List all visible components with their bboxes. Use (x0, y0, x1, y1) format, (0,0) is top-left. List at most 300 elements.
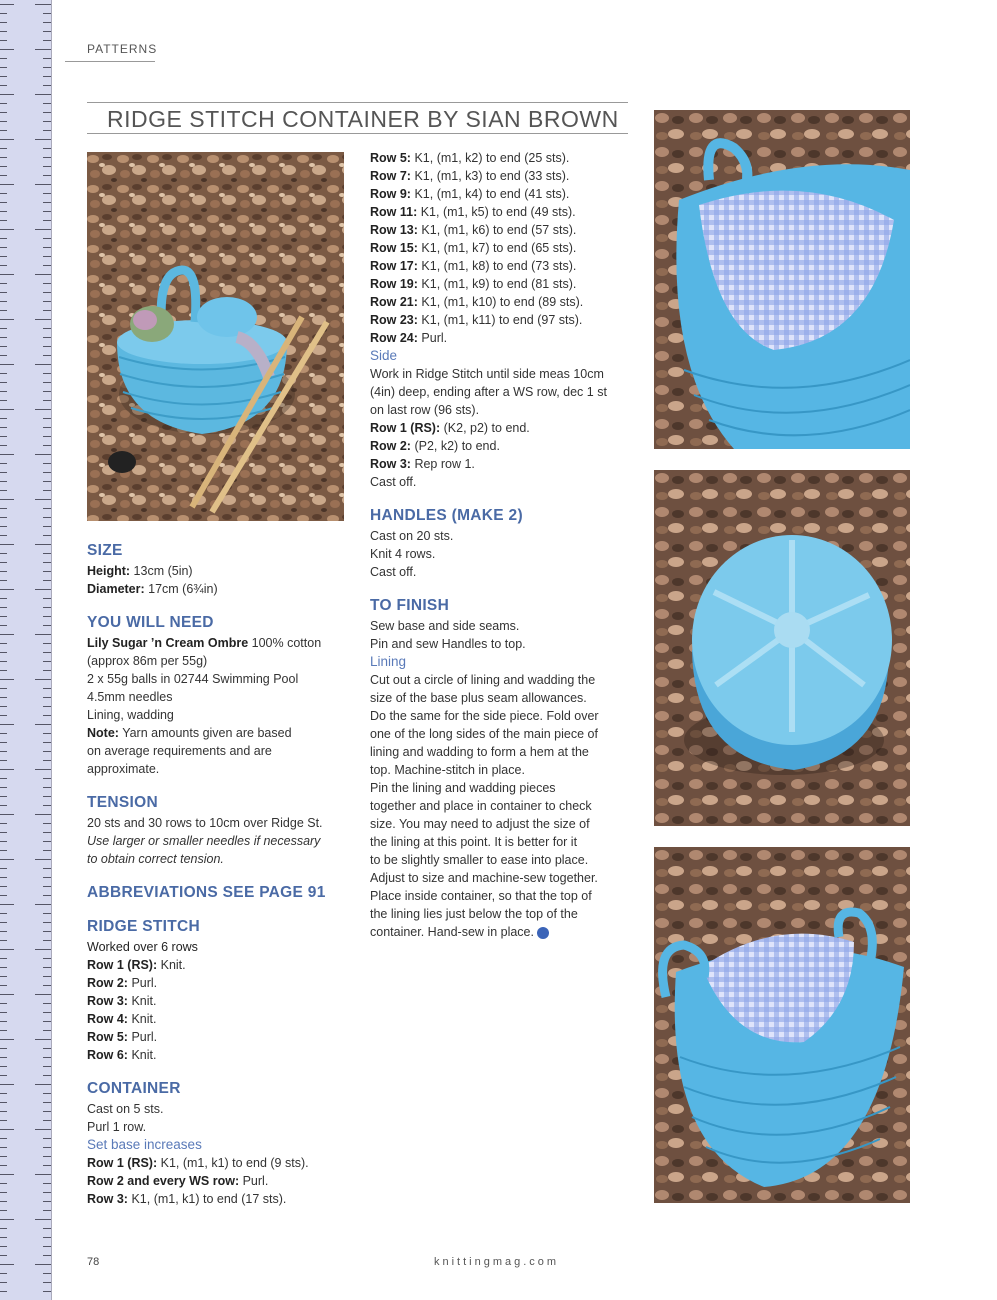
section-rule (65, 61, 155, 62)
finish-line: Sew base and side seams. (370, 619, 520, 633)
ruler-tick (35, 994, 51, 995)
ruler-tick (43, 256, 51, 257)
ruler-tick (0, 733, 7, 734)
finish-line: Adjust to size and machine-sew together. (370, 871, 598, 885)
ruler-tick (43, 301, 51, 302)
ruler-tick (0, 580, 7, 581)
ruler-tick (43, 688, 51, 689)
ruler-tick (43, 1192, 51, 1193)
ruler-tick (0, 571, 7, 572)
ruler-tick (43, 265, 51, 266)
ruler-tick (43, 616, 51, 617)
page-title: RIDGE STITCH CONTAINER BY SIAN BROWN (107, 106, 619, 132)
ruler-tick (43, 562, 51, 563)
middle-column (370, 149, 635, 941)
ruler-tick (0, 949, 14, 950)
ruler-tick (43, 193, 51, 194)
need-line: (approx 86m per 55g) (87, 654, 208, 668)
ruler-tick (0, 1237, 7, 1238)
ruler-tick (43, 1183, 51, 1184)
ruler-tick (0, 463, 7, 464)
side-line: (4in) deep, ending after a WS row, dec 1 st (370, 385, 607, 399)
ruler-tick (35, 454, 51, 455)
finish-line: together and place in container to check (370, 799, 592, 813)
ruler-tick (43, 670, 51, 671)
ruler-tick (0, 1165, 7, 1166)
ruler-tick (43, 1003, 51, 1004)
ruler-tick (43, 652, 51, 653)
ruler-tick (43, 580, 51, 581)
ruler-tick (43, 337, 51, 338)
pattern-row: Row 13: K1, (m1, k6) to end (57 sts). (370, 223, 577, 237)
ruler-tick (43, 31, 51, 32)
ruler-tick (35, 904, 51, 905)
need-line: on average requirements and are (87, 744, 272, 758)
ruler-tick (43, 517, 51, 518)
ruler-tick (0, 1003, 7, 1004)
finish-line: the lining lies just below the top of the (370, 907, 578, 921)
ruler-tick (0, 238, 7, 239)
ruler-tick (35, 319, 51, 320)
ruler-tick (0, 445, 7, 446)
ruler-tick (0, 598, 7, 599)
ruler-tick (43, 535, 51, 536)
finish-line: size. You may need to adjust the size of (370, 817, 590, 831)
ruler-tick (43, 697, 51, 698)
ruler-tick (0, 1264, 14, 1265)
ruler-tick (0, 697, 7, 698)
photo-top-view (654, 110, 910, 449)
ruler-tick (0, 283, 7, 284)
finish-line: top. Machine-stitch in place. (370, 763, 525, 777)
ruler-tick (0, 850, 7, 851)
ruler-tick (0, 1201, 7, 1202)
ruler-tick (0, 148, 7, 149)
ruler-tick (35, 589, 51, 590)
need-heading: YOU WILL NEED (87, 614, 214, 631)
ruler-tick (0, 643, 7, 644)
ruler-tick (35, 139, 51, 140)
ruler-tick (0, 868, 7, 869)
ruler-tick (43, 1057, 51, 1058)
finish-line: Do the same for the side piece. Fold over (370, 709, 599, 723)
tension-heading: TENSION (87, 794, 158, 811)
ruler-tick (43, 355, 51, 356)
pattern-row: Row 4: Knit. (87, 1012, 157, 1026)
title-bar (87, 102, 628, 134)
ruler-tick (0, 382, 7, 383)
ruler-tick (0, 751, 7, 752)
pattern-row: Row 2: (P2, k2) to end. (370, 439, 500, 453)
ruler-tick (0, 805, 7, 806)
ruler-tick (43, 1111, 51, 1112)
ruler-tick (43, 1246, 51, 1247)
ruler-tick (43, 841, 51, 842)
ruler-tick (43, 922, 51, 923)
ruler-tick (0, 904, 14, 905)
ruler-tick (0, 319, 14, 320)
handles-line: Knit 4 rows. (370, 547, 436, 561)
ruler-tick (0, 4, 14, 5)
size-diameter: Diameter: 17cm (6¾in) (87, 582, 218, 596)
pattern-row: Row 17: K1, (m1, k8) to end (73 sts). (370, 259, 577, 273)
ruler-tick (0, 1156, 7, 1157)
ruler-tick (43, 436, 51, 437)
ruler-tick (43, 40, 51, 41)
ruler-tick (43, 1282, 51, 1283)
ruler-tick (0, 40, 7, 41)
ruler-tick (43, 130, 51, 131)
ruler-tick (35, 814, 51, 815)
ruler-tick (43, 976, 51, 977)
ruler-tick (0, 1273, 7, 1274)
need-line: 4.5mm needles (87, 690, 173, 704)
ruler-tick (43, 463, 51, 464)
ruler-tick (0, 337, 7, 338)
ruler-tick (43, 598, 51, 599)
ruler-tick (43, 1021, 51, 1022)
ruler-tick (0, 517, 7, 518)
ruler-tick (35, 274, 51, 275)
ruler-tick (43, 1030, 51, 1031)
ruler-tick (0, 193, 7, 194)
photo-side-view (654, 847, 910, 1203)
finish-line: Place inside container, so that the top of (370, 889, 592, 903)
ruler-tick (43, 787, 51, 788)
ruler-tick (0, 310, 7, 311)
ruler-tick (35, 184, 51, 185)
size-heading: SIZE (87, 542, 123, 559)
ruler-tick (43, 958, 51, 959)
ruler-tick (0, 715, 7, 716)
ruler-tick (43, 760, 51, 761)
finish-line: Cut out a circle of lining and wadding the (370, 673, 596, 687)
pattern-row: Row 1 (RS): (K2, p2) to end. (370, 421, 530, 435)
container-heading: CONTAINER (87, 1080, 181, 1097)
ruler-tick (0, 1282, 7, 1283)
pattern-row: Row 1 (RS): K1, (m1, k1) to end (9 sts). (87, 1156, 309, 1170)
ruler-tick (0, 130, 7, 131)
lining-subheading: Lining (370, 654, 407, 669)
ruler-tick (43, 328, 51, 329)
ruler-tick (0, 436, 7, 437)
ruler-tick (0, 778, 7, 779)
ruler-tick (0, 526, 7, 527)
ruler-tick (0, 760, 7, 761)
ruler-tick (0, 1048, 7, 1049)
ruler-tick (35, 94, 51, 95)
finish-heading: TO FINISH (370, 597, 450, 614)
ruler-tick (0, 652, 7, 653)
ruler-tick (43, 85, 51, 86)
ridge-worked: Worked over 6 rows (87, 940, 198, 954)
abbreviations-heading: ABBREVIATIONS SEE PAGE 91 (87, 884, 326, 901)
container-line: Cast on 5 sts. (87, 1102, 164, 1116)
ruler-tick (35, 409, 51, 410)
ruler-tick (43, 1210, 51, 1211)
end-mark-icon (537, 927, 549, 939)
ruler-tick (43, 22, 51, 23)
ruler-tick (43, 1201, 51, 1202)
tension-line: Use larger or smaller needles if necessary (87, 834, 321, 848)
ruler-tick (43, 940, 51, 941)
pattern-row: Row 1 (RS): Knit. (87, 958, 186, 972)
ruler-tick (43, 877, 51, 878)
ruler-tick (0, 589, 14, 590)
ruler-tick (0, 688, 7, 689)
ruler-tick (43, 571, 51, 572)
ruler-tick (43, 283, 51, 284)
ruler-tick (43, 733, 51, 734)
ruler-tick (0, 355, 7, 356)
ruler-tick (35, 1219, 51, 1220)
main-photo (87, 152, 344, 521)
ruler-tick (43, 292, 51, 293)
ruler-tick (0, 931, 7, 932)
pattern-row: Row 23: K1, (m1, k11) to end (97 sts). (370, 313, 583, 327)
pattern-row: Row 2 and every WS row: Purl. (87, 1174, 269, 1188)
ruler-tick (35, 1129, 51, 1130)
pattern-row: Row 24: Purl. (370, 331, 448, 345)
ruler-tick (43, 13, 51, 14)
ruler-tick (43, 166, 51, 167)
ruler-tick (43, 76, 51, 77)
ruler-tick (0, 220, 7, 221)
ruler-tick (43, 1156, 51, 1157)
ruler-tick (0, 292, 7, 293)
ruler-tick (43, 508, 51, 509)
left-column (87, 530, 352, 1208)
page-number: 78 (87, 1256, 100, 1268)
section-tag: PATTERNS (87, 42, 158, 56)
ruler-tick (0, 616, 7, 617)
ruler-tick (43, 121, 51, 122)
ruler-tick (0, 373, 7, 374)
ruler-tick (43, 985, 51, 986)
ruler-tick (43, 400, 51, 401)
ruler-tick (0, 535, 7, 536)
ruler-tick (0, 49, 14, 50)
ruler-tick (0, 1075, 7, 1076)
ruler-tick (43, 1048, 51, 1049)
ruler-tick (43, 418, 51, 419)
ruler-tick (0, 1255, 7, 1256)
ruler-tick (0, 976, 7, 977)
ruler-tick (35, 949, 51, 950)
ruler-tick (0, 1084, 14, 1085)
ruler-tick (0, 985, 7, 986)
ruler-tick (0, 706, 7, 707)
pattern-row: Row 6: Knit. (87, 1048, 157, 1062)
ruler-tick (35, 229, 51, 230)
ruler-tick (0, 823, 7, 824)
ruler-tick (0, 31, 7, 32)
ruler-tick (43, 472, 51, 473)
ruler-tick (43, 445, 51, 446)
ruler-tick (0, 625, 7, 626)
ruler-tick (0, 76, 7, 77)
ruler-tick (0, 1066, 7, 1067)
ruler-tick (0, 634, 14, 635)
ruler-tick (43, 1066, 51, 1067)
ruler-tick (43, 481, 51, 482)
ruler-tick (43, 850, 51, 851)
ruler-tick (43, 211, 51, 212)
ruler-tick (43, 625, 51, 626)
container-line: Purl 1 row. (87, 1120, 147, 1134)
ruler-tick (0, 1210, 7, 1211)
need-line: approximate. (87, 762, 160, 776)
ruler-tick (0, 328, 7, 329)
ruler-tick (0, 1219, 14, 1220)
pattern-row: Row 3: K1, (m1, k1) to end (17 sts). (87, 1192, 287, 1206)
ruler-tick (43, 220, 51, 221)
ruler-tick (0, 346, 7, 347)
pattern-row: Row 11: K1, (m1, k5) to end (49 sts). (370, 205, 576, 219)
ruler-tick (43, 490, 51, 491)
ruler-tick (35, 1084, 51, 1085)
ruler-tick (0, 301, 7, 302)
ruler-tick (0, 166, 7, 167)
ruler-tick (43, 1255, 51, 1256)
finish-line: size of the base plus seam allowances. (370, 691, 587, 705)
ruler-tick (35, 4, 51, 5)
ruler-tick (43, 868, 51, 869)
side-line: Work in Ridge Stitch until side meas 10cm (370, 367, 604, 381)
ruler-tick (43, 1165, 51, 1166)
ruler-tick (43, 310, 51, 311)
finish-line: one of the long sides of the main piece of (370, 727, 598, 741)
ruler-tick (43, 643, 51, 644)
ruler-tick (0, 1228, 7, 1229)
ruler-tick (43, 1120, 51, 1121)
ruler-tick (35, 544, 51, 545)
ruler-tick (0, 211, 7, 212)
ruler-tick (43, 103, 51, 104)
finish-last-line: container. Hand-sew in place. (370, 923, 635, 941)
ruler-tick (0, 229, 14, 230)
ruler-tick (0, 508, 7, 509)
finish-line: Pin the lining and wadding pieces (370, 781, 556, 795)
ruler-tick (0, 724, 14, 725)
ruler-tick (0, 1246, 7, 1247)
ruler-tick (43, 427, 51, 428)
ruler-tick (0, 427, 7, 428)
ruler-tick (0, 922, 7, 923)
ruler-tick (0, 607, 7, 608)
ruler-tick (35, 634, 51, 635)
ruler-tick (0, 1093, 7, 1094)
ruler-tick (0, 1111, 7, 1112)
ruler-tick (43, 67, 51, 68)
ruler-tick (0, 661, 7, 662)
ruler-tick (43, 778, 51, 779)
ruler-tick (0, 1012, 7, 1013)
ruler-tick (0, 391, 7, 392)
ruler-tick (0, 157, 7, 158)
ruler-tick (0, 454, 14, 455)
ridge-heading: RIDGE STITCH (87, 918, 200, 935)
pattern-row: Row 5: Purl. (87, 1030, 158, 1044)
ruler-tick (0, 670, 7, 671)
ruler-tick (0, 1174, 14, 1175)
ruler-tick (43, 553, 51, 554)
ruler-tick (0, 1120, 7, 1121)
pattern-row: Row 15: K1, (m1, k7) to end (65 sts). (370, 241, 577, 255)
ruler-tick (0, 364, 14, 365)
ruler-tick (43, 1237, 51, 1238)
ruler-tick (43, 1075, 51, 1076)
ruler-tick (43, 391, 51, 392)
side-line: on last row (96 sts). (370, 403, 480, 417)
ruler-tick (43, 967, 51, 968)
ruler (0, 0, 52, 1300)
pattern-row: Row 7: K1, (m1, k3) to end (33 sts). (370, 169, 570, 183)
ruler-tick (35, 1039, 51, 1040)
ruler-tick (0, 85, 7, 86)
ruler-tick (43, 1273, 51, 1274)
ruler-tick (0, 202, 7, 203)
ruler-tick (43, 157, 51, 158)
ruler-tick (0, 265, 7, 266)
ruler-tick (43, 886, 51, 887)
ruler-tick (0, 247, 7, 248)
ruler-tick (35, 1264, 51, 1265)
ruler-tick (43, 607, 51, 608)
ruler-tick (0, 58, 7, 59)
ruler-tick (43, 706, 51, 707)
pattern-row: Row 21: K1, (m1, k10) to end (89 sts). (370, 295, 584, 309)
ruler-tick (43, 715, 51, 716)
ruler-tick (0, 472, 7, 473)
ruler-tick (43, 526, 51, 527)
ruler-tick (43, 238, 51, 239)
pattern-row: Row 3: Knit. (87, 994, 157, 1008)
need-note: Note: Yarn amounts given are based (87, 726, 292, 740)
ruler-tick (35, 859, 51, 860)
ruler-tick (35, 364, 51, 365)
footer-site: knittingmag.com (434, 1256, 560, 1268)
ruler-tick (0, 742, 7, 743)
ruler-tick (43, 931, 51, 932)
finish-line: lining and wadding to form a hem at the (370, 745, 589, 759)
ruler-tick (0, 913, 7, 914)
ruler-tick (43, 823, 51, 824)
side-subheading: Side (370, 348, 398, 363)
ruler-tick (0, 499, 14, 500)
side-cast-off: Cast off. (370, 475, 417, 489)
tension-line: to obtain correct tension. (87, 852, 224, 866)
ruler-tick (43, 742, 51, 743)
need-line: Lining, wadding (87, 708, 174, 722)
ruler-tick (43, 913, 51, 914)
ruler-tick (43, 373, 51, 374)
ruler-tick (0, 814, 14, 815)
ruler-tick (43, 796, 51, 797)
ruler-tick (0, 481, 7, 482)
pattern-row: Row 2: Purl. (87, 976, 158, 990)
ruler-tick (43, 112, 51, 113)
ruler-tick (43, 1138, 51, 1139)
finish-line: Pin and sew Handles to top. (370, 637, 526, 651)
ruler-tick (0, 787, 7, 788)
ruler-tick (0, 886, 7, 887)
handles-line: Cast on 20 sts. (370, 529, 454, 543)
ruler-tick (0, 256, 7, 257)
ruler-tick (0, 1147, 7, 1148)
ruler-tick (0, 139, 14, 140)
ruler-tick (43, 1012, 51, 1013)
